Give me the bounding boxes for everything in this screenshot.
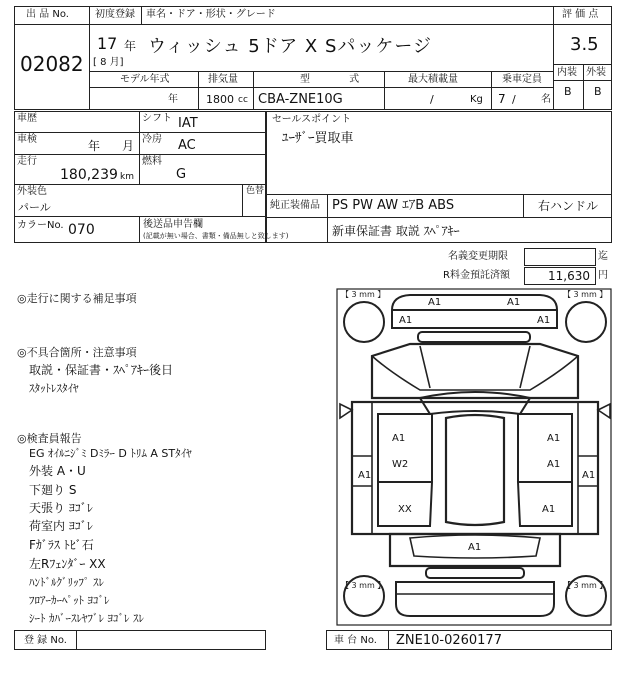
inspector-line: 左Rﾌｪﾝﾀﾞｰ XX bbox=[29, 557, 106, 571]
driving-notes-title: ◎走行に関する補足事項 bbox=[17, 292, 137, 305]
inspector-line: ｼｰﾄ ｶﾊﾞｰｽﾚﾔﾌﾞﾚ ﾖｺﾞﾚ ｽﾚ bbox=[29, 612, 144, 625]
documents-value: 新車保証書 取説 ｽﾍﾟｱｷｰ bbox=[332, 224, 460, 238]
mileage-value: 180,239 bbox=[60, 167, 118, 183]
damage-mark: A1 bbox=[399, 315, 413, 326]
tire-depth-rear-right: 【 3 mm 】 bbox=[563, 581, 608, 590]
score-label: 評 価 点 bbox=[562, 9, 599, 20]
inspection-month-unit: 月 bbox=[122, 139, 135, 153]
damage-mark: A1 bbox=[507, 297, 521, 308]
lot-number: 02082 bbox=[20, 52, 84, 76]
interior-label: 内装 bbox=[557, 67, 577, 78]
model-code: CBA-ZNE10G bbox=[258, 92, 343, 107]
inspector-line: ﾊﾝﾄﾞﾙｸﾞﾘｯﾌﾟ ｽﾚ bbox=[29, 576, 104, 589]
damage-mark: A1 bbox=[537, 315, 551, 326]
capacity-label: 乗車定員 bbox=[502, 74, 542, 85]
sales-point-label: セールスポイント bbox=[272, 114, 352, 125]
exterior-label: 外装 bbox=[586, 67, 606, 78]
damage-mark: A1 bbox=[358, 470, 372, 481]
sales-point-value: ﾕｰｻﾞｰ買取車 bbox=[282, 131, 354, 146]
chassis-label: 車 台 No. bbox=[334, 635, 377, 646]
model-year-label: モデル年式 bbox=[120, 74, 170, 85]
color-no-label: カラーNo. bbox=[17, 220, 64, 231]
name-change-unit: 迄 bbox=[598, 251, 608, 262]
inspector-line: 外装 A・U bbox=[29, 464, 86, 478]
inspector-line: 荷室内 ﾖｺﾞﾚ bbox=[29, 519, 93, 533]
inspector-line: Fｶﾞﾗｽ ﾄﾋﾞ石 bbox=[29, 538, 94, 552]
inspection-year-unit: 年 bbox=[88, 139, 101, 153]
aftermarket-label: 後送品申告欄 bbox=[143, 219, 203, 230]
color-value: パール bbox=[18, 201, 51, 214]
recycle-label: R料金預託済額 bbox=[443, 270, 510, 281]
color-no-value: 070 bbox=[68, 222, 95, 238]
damage-mark: A1 bbox=[542, 504, 556, 515]
inspector-line: 天張り ﾖｺﾞﾚ bbox=[29, 501, 93, 515]
damage-mark: A1 bbox=[582, 470, 596, 481]
damage-mark: A1 bbox=[428, 297, 442, 308]
damage-mark: A1 bbox=[547, 459, 561, 470]
defects-line: ｽﾀｯﾄﾚｽﾀｲﾔ bbox=[29, 382, 79, 395]
recycle-unit: 円 bbox=[598, 270, 608, 281]
displacement-label: 排気量 bbox=[208, 74, 238, 85]
chassis-number: ZNE10-0260177 bbox=[396, 633, 502, 648]
defects-line: 取説・保証書・ｽﾍﾟｱｷｰ後日 bbox=[29, 363, 174, 377]
max-load-label: 最大積載量 bbox=[408, 74, 458, 85]
inspector-title: ◎検査員報告 bbox=[17, 432, 82, 445]
name-change-label: 名義変更期限 bbox=[448, 251, 508, 262]
tire-depth-rear-left: 【 3 mm 】 bbox=[341, 581, 386, 590]
defects-title: ◎不具合箇所・注意事項 bbox=[17, 346, 137, 359]
inspector-line: 下廻り S bbox=[29, 483, 77, 497]
name-change-field bbox=[524, 248, 596, 266]
tire-depth-front-right: 【 3 mm 】 bbox=[563, 290, 608, 299]
car-name-label: 車名・ドア・形状・グレード bbox=[146, 9, 276, 20]
car-name: ウィッシュ 5ドア X Sパッケージ bbox=[148, 36, 433, 57]
damage-diagram bbox=[335, 287, 613, 627]
capacity-value: 7 bbox=[498, 92, 506, 106]
load-unit: Kg bbox=[470, 94, 483, 105]
displacement-unit: cc bbox=[238, 95, 248, 105]
damage-mark: XX bbox=[398, 504, 412, 515]
color-label: 外装色 bbox=[17, 186, 47, 197]
model-year-unit: 年 bbox=[168, 94, 178, 105]
color-change-label: 色替 bbox=[246, 186, 265, 196]
inspector-line: EG ｵｲﾙﾆｼﾞﾐ Dﾐﾗｰ D ﾄﾘﾑ A STﾀｲﾔ bbox=[29, 447, 192, 460]
registration-month: [ 8 月] bbox=[93, 57, 124, 68]
ac-label: 冷房 bbox=[142, 134, 162, 145]
interior-grade: B bbox=[564, 85, 572, 98]
score-value: 3.5 bbox=[570, 34, 599, 55]
fuel-label: 燃料 bbox=[142, 156, 162, 167]
equipment-label: 純正装備品 bbox=[270, 200, 320, 211]
mileage-label: 走行 bbox=[17, 156, 37, 167]
fuel-value: G bbox=[176, 167, 187, 182]
equipment-value: PS PW AW ｴｱB ABS bbox=[332, 198, 455, 213]
exterior-grade: B bbox=[594, 85, 602, 98]
aftermarket-note: (記載が無い場合、書類・備品無しと致します) bbox=[143, 232, 289, 240]
displacement-value: 1800 bbox=[206, 93, 234, 106]
inspection-label: 車検 bbox=[17, 134, 37, 145]
model-code-label: 型 式 bbox=[300, 74, 378, 85]
handle-value: 右ハンドル bbox=[538, 199, 599, 213]
load-slash: / bbox=[430, 93, 434, 106]
tire-depth-front-left: 【 3 mm 】 bbox=[341, 290, 386, 299]
recycle-value: 11,630 bbox=[548, 269, 590, 283]
registration-year-unit: 年 bbox=[124, 39, 137, 53]
mileage-unit: km bbox=[120, 172, 134, 182]
damage-mark: A1 bbox=[468, 542, 482, 553]
first-registration-label: 初度登録 bbox=[95, 9, 135, 20]
lot-label: 出 品 No. bbox=[26, 9, 69, 20]
damage-mark: W2 bbox=[392, 459, 409, 470]
history-label: 車歴 bbox=[17, 113, 37, 124]
registration-label: 登 録 No. bbox=[24, 635, 67, 646]
capacity-unit: 名 bbox=[541, 94, 551, 105]
shift-value: IAT bbox=[178, 116, 198, 131]
damage-mark: A1 bbox=[392, 433, 406, 444]
capacity-slash: / bbox=[512, 93, 516, 106]
registration-year: 17 bbox=[97, 34, 118, 53]
inspector-line: ﾌﾛｱｰｶｰﾍﾟｯﾄ ﾖｺﾞﾚ bbox=[29, 594, 110, 607]
shift-label: シフト bbox=[142, 113, 172, 124]
ac-value: AC bbox=[178, 138, 196, 153]
damage-mark: A1 bbox=[547, 433, 561, 444]
